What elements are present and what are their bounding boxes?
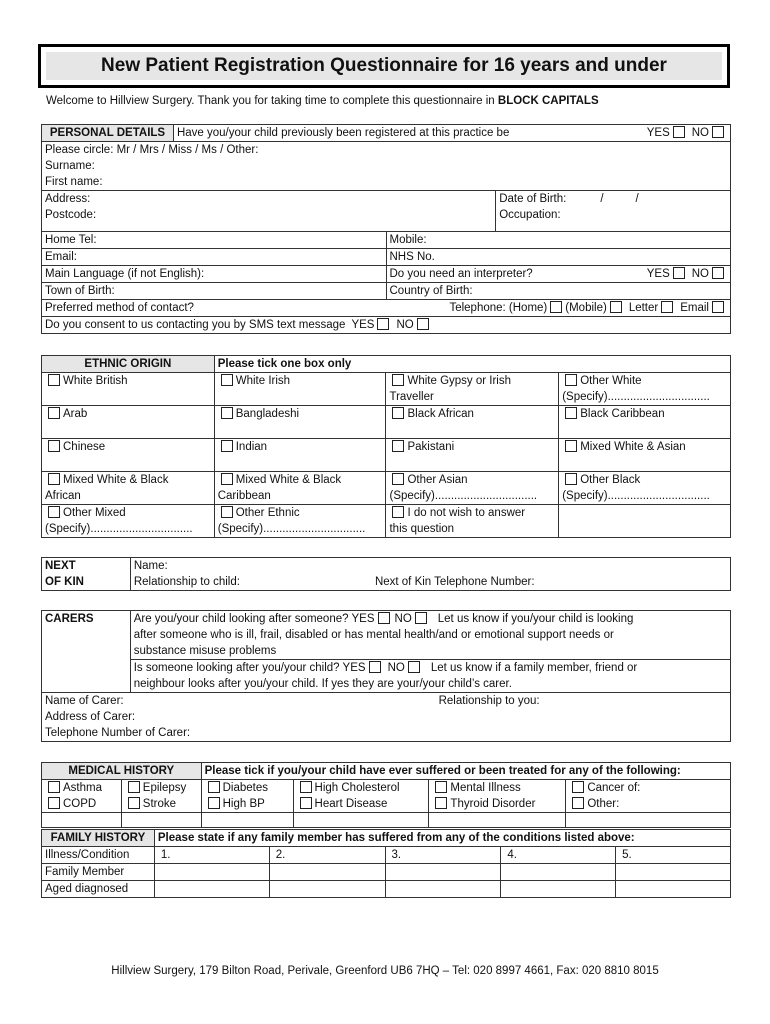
medical-condition-label: Cancer of: (587, 782, 641, 794)
personal-details-header: PERSONAL DETAILS (42, 125, 174, 142)
ethnic-option-checkbox[interactable] (392, 440, 404, 452)
ethnic-option-checkbox[interactable] (48, 374, 60, 386)
footer: Hillview Surgery, 179 Bilton Road, Perivale, Greenford UB6 7HQ – Tel: 020 8997 4661, Fax: 020 8810 8015 (111, 965, 659, 977)
ethnic-option-cell (386, 439, 559, 472)
kin-relationship-field[interactable]: Relationship to child: (133, 576, 240, 588)
ethnic-option-cell (214, 505, 386, 538)
carer-q2-yes-checkbox[interactable] (369, 661, 381, 673)
family-instruction: Please state if any family member has suffered from any of the conditions listed above: (154, 830, 730, 847)
ethnic-option-continuation: this question (389, 523, 455, 535)
next-of-kin-header-2: OF KIN (42, 574, 131, 591)
ethnic-option-label: Black African (407, 408, 474, 420)
family-history-cell[interactable]: 1. (154, 847, 269, 864)
medical-condition-checkbox[interactable] (435, 797, 447, 809)
title-circle-field[interactable]: Please circle: Mr / Mrs / Miss / Ms / Other: (42, 142, 731, 159)
interpreter-yes-checkbox[interactable] (673, 267, 685, 279)
family-history-header: FAMILY HISTORY (42, 830, 155, 847)
ethnic-option-continuation: Traveller (389, 391, 434, 403)
carer-address-field[interactable]: Address of Carer: (45, 711, 136, 723)
postcode-field[interactable]: Postcode: (42, 207, 496, 232)
ethnic-option-cell (559, 373, 731, 406)
medical-condition-checkbox[interactable] (208, 781, 220, 793)
ethnic-option-checkbox[interactable] (565, 473, 577, 485)
family-history-cell[interactable] (501, 864, 616, 881)
medical-condition-label: COPD (63, 798, 97, 810)
ethnic-option-cell (214, 373, 386, 406)
family-history-cell[interactable]: 3. (385, 847, 501, 864)
medical-condition-cell (566, 796, 731, 813)
contact-email-checkbox[interactable] (712, 301, 724, 313)
ethnic-option-checkbox[interactable] (48, 407, 60, 419)
ethnic-option-label: Other Mixed (63, 507, 126, 519)
family-history-cell[interactable]: 2. (269, 847, 385, 864)
interpreter-row: Do you need an interpreter? YES NO (386, 266, 731, 283)
medical-condition-cell (566, 780, 731, 797)
ethnic-option-checkbox[interactable] (565, 440, 577, 452)
kin-name-field[interactable]: Name: (130, 558, 730, 575)
medical-condition-cell (42, 796, 122, 813)
ethnic-option-cell (386, 406, 559, 439)
medical-condition-cell (201, 780, 293, 797)
medical-condition-checkbox[interactable] (572, 797, 584, 809)
family-history-cell[interactable] (385, 864, 501, 881)
ethnic-option-checkbox[interactable] (392, 374, 404, 386)
personal-details-table (41, 124, 731, 334)
family-history-cell[interactable] (154, 864, 269, 881)
ethnic-option-label: Other Ethnic (235, 507, 300, 519)
ethnic-option-label: Mixed White & Black (63, 474, 169, 486)
carer-q2: Is someone looking after you/your child? YES NO Let us know if a family member, friend or neighbour looks after you/your child. If yes they are your/your child’s carer. (130, 660, 730, 693)
ethnic-option-checkbox[interactable] (565, 407, 577, 419)
title-box (38, 44, 730, 88)
ethnic-option-label: Bangladeshi (235, 408, 300, 420)
medical-condition-cell (42, 780, 122, 797)
ethnic-option-cell (214, 406, 386, 439)
ethnic-option-label: Other White (580, 375, 642, 387)
ethnic-instruction: Please tick one box only (214, 356, 730, 373)
ethnic-option-label: Mixed White & Asian (580, 441, 686, 453)
ethnic-option-cell (42, 505, 215, 538)
email-field[interactable]: Email: (42, 249, 387, 266)
ethnic-option-continuation: (Specify)................................ (45, 523, 193, 535)
interpreter-no-checkbox[interactable] (712, 267, 724, 279)
ethnic-option-checkbox[interactable] (392, 407, 404, 419)
ethnic-option-cell (559, 406, 731, 439)
ethnic-option-checkbox[interactable] (392, 473, 404, 485)
ethnic-option-label: Arab (63, 408, 88, 420)
carer-relationship-field[interactable]: Relationship to you: (438, 695, 540, 707)
family-row-label: Aged diagnosed (42, 881, 155, 898)
medical-condition-cell (429, 796, 566, 813)
next-of-kin-table (41, 557, 731, 591)
ethnic-option-checkbox[interactable] (565, 374, 577, 386)
medical-history-header: MEDICAL HISTORY (42, 763, 202, 780)
medical-condition-label: High Cholesterol (314, 782, 400, 794)
medical-instruction: Please tick if you/your child have ever suffered or been treated for any of the following: (201, 763, 730, 780)
ethnic-option-checkbox[interactable] (48, 506, 60, 518)
ethnic-option-cell (214, 439, 386, 472)
family-history-cell[interactable] (616, 864, 731, 881)
ethnic-option-checkbox[interactable] (221, 506, 233, 518)
carers-header: CARERS (42, 611, 131, 693)
carer-name-field[interactable]: Name of Carer: (45, 695, 124, 707)
ethnic-option-cell (559, 472, 731, 505)
country-of-birth-field[interactable]: Country of Birth: (386, 283, 731, 300)
ethnic-option-continuation: African (45, 490, 81, 502)
family-history-cell[interactable] (269, 864, 385, 881)
contact-home-checkbox[interactable] (550, 301, 562, 313)
medical-condition-cell (429, 780, 566, 797)
ethnic-option-label: Pakistani (407, 441, 455, 453)
ethnic-option-label: Black Caribbean (580, 408, 665, 420)
carer-q1-no-checkbox[interactable] (415, 612, 427, 624)
medical-condition-label: Epilepsy (142, 782, 187, 794)
ethnic-option-label: Indian (235, 441, 268, 453)
contact-letter-checkbox[interactable] (661, 301, 673, 313)
carer-q1: Are you/your child looking after someone? YES NO Let us know if you/your child is looking after someone who is ill, frail, disabled or has mental health/and or emotional support needs or substance misuse problems (130, 611, 730, 660)
prev-registered-no-checkbox[interactable] (712, 126, 724, 138)
language-field[interactable]: Main Language (if not English): (42, 266, 387, 283)
carers-table (41, 610, 731, 742)
sms-no-checkbox[interactable] (417, 318, 429, 330)
surname-field[interactable]: Surname: (42, 158, 731, 174)
ethnic-option-continuation: (Specify)................................ (562, 490, 710, 502)
family-history-table (41, 829, 731, 898)
medical-condition-label: Diabetes (222, 782, 269, 794)
dob-field[interactable]: Date of Birth: / / (496, 191, 731, 208)
medical-condition-cell (121, 780, 201, 797)
medical-condition-label: Thyroid Disorder (450, 798, 536, 810)
ethnic-option-label: Other Black (580, 474, 641, 486)
medical-condition-checkbox[interactable] (300, 781, 312, 793)
ethnic-option-continuation: (Specify)................................ (389, 490, 538, 502)
medical-condition-checkbox[interactable] (208, 797, 220, 809)
medical-condition-checkbox[interactable] (128, 781, 140, 793)
medical-condition-checkbox[interactable] (300, 797, 312, 809)
ethnic-option-continuation: Caribbean (217, 490, 271, 502)
ethnic-option-cell (386, 373, 559, 406)
ethnic-option-cell (42, 406, 215, 439)
ethnic-option-continuation: (Specify)................................ (217, 523, 366, 535)
ethnic-option-cell (42, 472, 215, 505)
sms-consent-row: Do you consent to us contacting you by SMS text message YES NO (42, 317, 731, 334)
ethnic-option-cell (42, 439, 215, 472)
medical-condition-checkbox[interactable] (572, 781, 584, 793)
next-of-kin-header: NEXT (42, 558, 131, 575)
medical-condition-cell (293, 780, 429, 797)
ethnic-option-label: White Irish (235, 375, 291, 387)
ethnic-option-continuation: (Specify)................................ (562, 391, 710, 403)
family-history-cell[interactable] (616, 881, 731, 898)
home-tel-field[interactable]: Home Tel: (42, 232, 387, 249)
ethnic-origin-header: ETHNIC ORIGIN (42, 356, 215, 373)
prev-registered-row: Have you/your child previously been registered at this practice be YES NO (173, 125, 730, 142)
ethnic-option-label: White British (63, 375, 128, 387)
ethnic-option-cell (214, 472, 386, 505)
carer-q1-yes-checkbox[interactable] (378, 612, 390, 624)
medical-condition-label: Mental Illness (450, 782, 521, 794)
ethnic-option-label: Other Asian (407, 474, 468, 486)
family-history-cell[interactable] (385, 881, 501, 898)
welcome-text: Welcome to Hillview Surgery. Thank you for taking time to complete this questionnaire in BLOCK CAPITALS (46, 95, 599, 107)
family-history-cell[interactable]: 5. (616, 847, 731, 864)
ethnic-option-checkbox[interactable] (48, 440, 60, 452)
medical-condition-checkbox[interactable] (48, 781, 60, 793)
page-title: New Patient Registration Questionnaire for 16 years and under (46, 52, 722, 80)
ethnic-option-label: Chinese (63, 441, 106, 453)
family-history-cell[interactable]: 4. (501, 847, 616, 864)
ethnic-option-cell (559, 439, 731, 472)
medical-condition-label: Asthma (63, 782, 102, 794)
occupation-field[interactable]: Occupation: (496, 207, 731, 232)
ethnic-option-checkbox[interactable] (221, 374, 233, 386)
address-field[interactable]: Address: (42, 191, 496, 208)
carer-details (42, 693, 731, 742)
prev-registered-yes-checkbox[interactable] (673, 126, 685, 138)
first-name-field[interactable]: First name: (42, 174, 731, 191)
contact-mobile-checkbox[interactable] (610, 301, 622, 313)
ethnic-option-cell (42, 373, 215, 406)
preferred-contact-row: Preferred method of contact? Telephone: (Home) (Mobile) Letter Email (42, 300, 731, 317)
ethnic-option-label: I do not wish to answer (407, 507, 526, 519)
ethnic-option-label: White Gypsy or Irish (407, 375, 512, 387)
medical-condition-cell (293, 796, 429, 813)
carer-telephone-field[interactable]: Telephone Number of Carer: (45, 727, 191, 739)
medical-condition-checkbox[interactable] (128, 797, 140, 809)
medical-history-table (41, 762, 731, 828)
ethnic-origin-table (41, 355, 731, 538)
sms-yes-checkbox[interactable] (377, 318, 389, 330)
family-row-label: Illness/Condition (42, 847, 155, 864)
medical-condition-label: Other: (587, 798, 620, 810)
medical-condition-label: Stroke (142, 798, 177, 810)
ethnic-option-cell (559, 505, 731, 538)
ethnic-option-cell (386, 505, 559, 538)
kin-telephone-field[interactable]: Next of Kin Telephone Number: (374, 576, 535, 588)
kin-relationship-row (130, 574, 730, 591)
medical-condition-checkbox[interactable] (435, 781, 447, 793)
ethnic-option-checkbox[interactable] (221, 440, 233, 452)
ethnic-option-checkbox[interactable] (392, 506, 404, 518)
ethnic-option-label: Mixed White & Black (235, 474, 342, 486)
family-history-cell[interactable] (154, 881, 269, 898)
medical-condition-label: High BP (222, 798, 265, 810)
family-row-label: Family Member (42, 864, 155, 881)
family-history-cell[interactable] (269, 881, 385, 898)
ethnic-option-checkbox[interactable] (221, 407, 233, 419)
family-history-cell[interactable] (501, 881, 616, 898)
medical-condition-label: Heart Disease (314, 798, 388, 810)
medical-condition-checkbox[interactable] (48, 797, 60, 809)
medical-condition-cell (201, 796, 293, 813)
ethnic-option-checkbox[interactable] (221, 473, 233, 485)
mobile-field[interactable]: Mobile: (386, 232, 731, 249)
carer-q2-no-checkbox[interactable] (408, 661, 420, 673)
ethnic-option-cell (386, 472, 559, 505)
medical-condition-cell (121, 796, 201, 813)
ethnic-option-checkbox[interactable] (48, 473, 60, 485)
nhs-number-field[interactable]: NHS No. (386, 249, 731, 266)
town-of-birth-field[interactable]: Town of Birth: (42, 283, 387, 300)
